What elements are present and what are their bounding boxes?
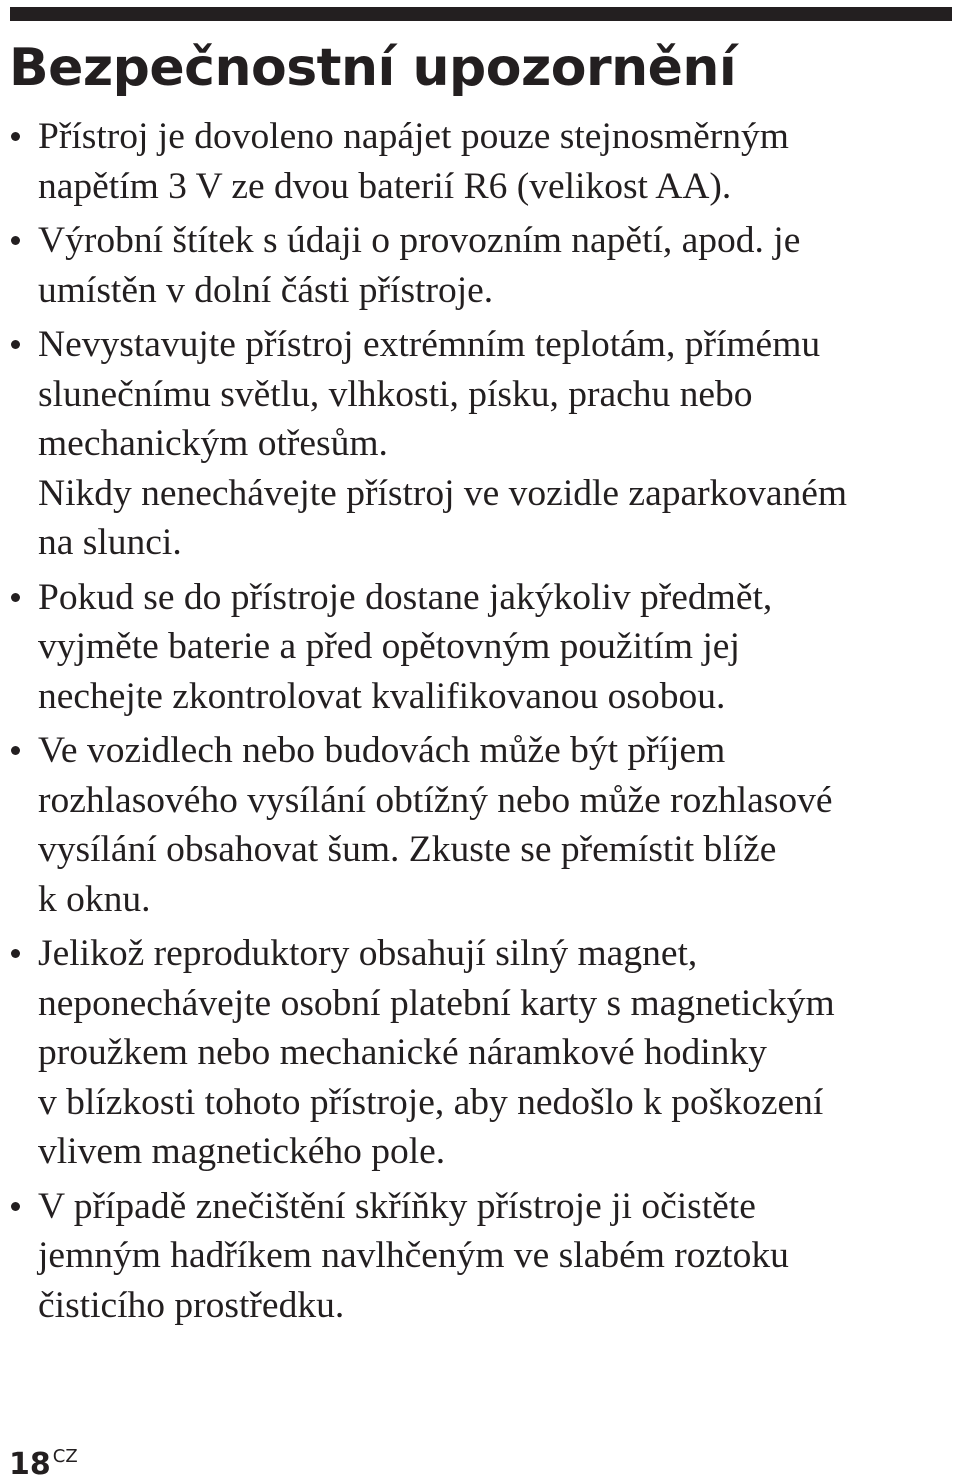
text-line: jemným hadříkem navlhčeným ve slabém roztoku <box>38 1235 789 1276</box>
list-item <box>0 112 960 216</box>
text-line: Přístroj je dovoleno napájet pouze stejnosměrným <box>38 116 789 157</box>
text-line: na slunci. <box>38 522 182 563</box>
text-line: neponechávejte osobní platební karty s magnetickým <box>38 982 835 1024</box>
text-line: napětím 3 V ze dvou baterií R6 (velikost AA). <box>38 165 732 207</box>
bullet-icon <box>11 340 20 349</box>
text-line: Nevystavujte přístroj extrémním teplotám, přímému <box>38 324 821 365</box>
bullet-icon <box>11 1202 20 1211</box>
text-line: proužkem nebo mechanické náramkové hodinky <box>38 1032 767 1073</box>
text-line: Ve vozidlech nebo budovách může být příjem <box>38 730 726 771</box>
page-number <box>9 1440 78 1482</box>
text-line: Pokud se do přístroje dostane jakýkoliv předmět, <box>38 576 773 618</box>
page-title: Bezpečnostní upozornění <box>9 38 737 98</box>
text-line: v blízkosti tohoto přístroje, aby nedošlo k poškození <box>38 1081 824 1123</box>
text-line: k oknu. <box>38 878 151 920</box>
text-line: čisticího prostředku. <box>38 1284 345 1326</box>
text-line: Jelikož reproduktory obsahují silný magnet, <box>38 933 698 974</box>
list-item <box>0 929 960 1182</box>
text-line: vlivem magnetického pole. <box>38 1131 446 1172</box>
language-code: CZ <box>52 1446 78 1467</box>
list-item <box>0 216 960 320</box>
text-line: slunečnímu světlu, vlhkosti, písku, prachu nebo <box>38 373 753 415</box>
bullet-icon <box>11 236 20 245</box>
text-line: vyjměte baterie a před opětovným použitím jej <box>38 626 740 667</box>
bullet-icon <box>11 746 20 755</box>
text-line: Výrobní štítek s údaji o provozním napětí, apod. je <box>38 220 801 261</box>
text-line: Nikdy nenechávejte přístroj ve vozidle zaparkovaném <box>38 472 848 514</box>
text-line: rozhlasového vysílání obtížný nebo může rozhlasové <box>38 779 833 821</box>
text-line: vysílání obsahovat šum. Zkuste se přemístit blíže <box>38 829 777 870</box>
safety-notice-list <box>0 112 960 1330</box>
list-item <box>0 1182 960 1331</box>
text-line: mechanickým otřesům. <box>38 423 388 464</box>
text-line: V případě znečištění skříňky přístroje ji očistěte <box>38 1185 756 1227</box>
bullet-icon <box>11 132 20 141</box>
text-line: umístěn v dolní části přístroje. <box>38 269 494 311</box>
list-item <box>0 726 960 929</box>
bullet-icon <box>11 949 20 958</box>
page-number-value: 18 <box>9 1447 51 1482</box>
list-item <box>0 573 960 727</box>
bullet-icon <box>11 593 20 602</box>
text-line: nechejte zkontrolovat kvalifikovanou osobou. <box>38 675 726 717</box>
top-rule <box>10 7 952 21</box>
list-item <box>0 320 960 573</box>
